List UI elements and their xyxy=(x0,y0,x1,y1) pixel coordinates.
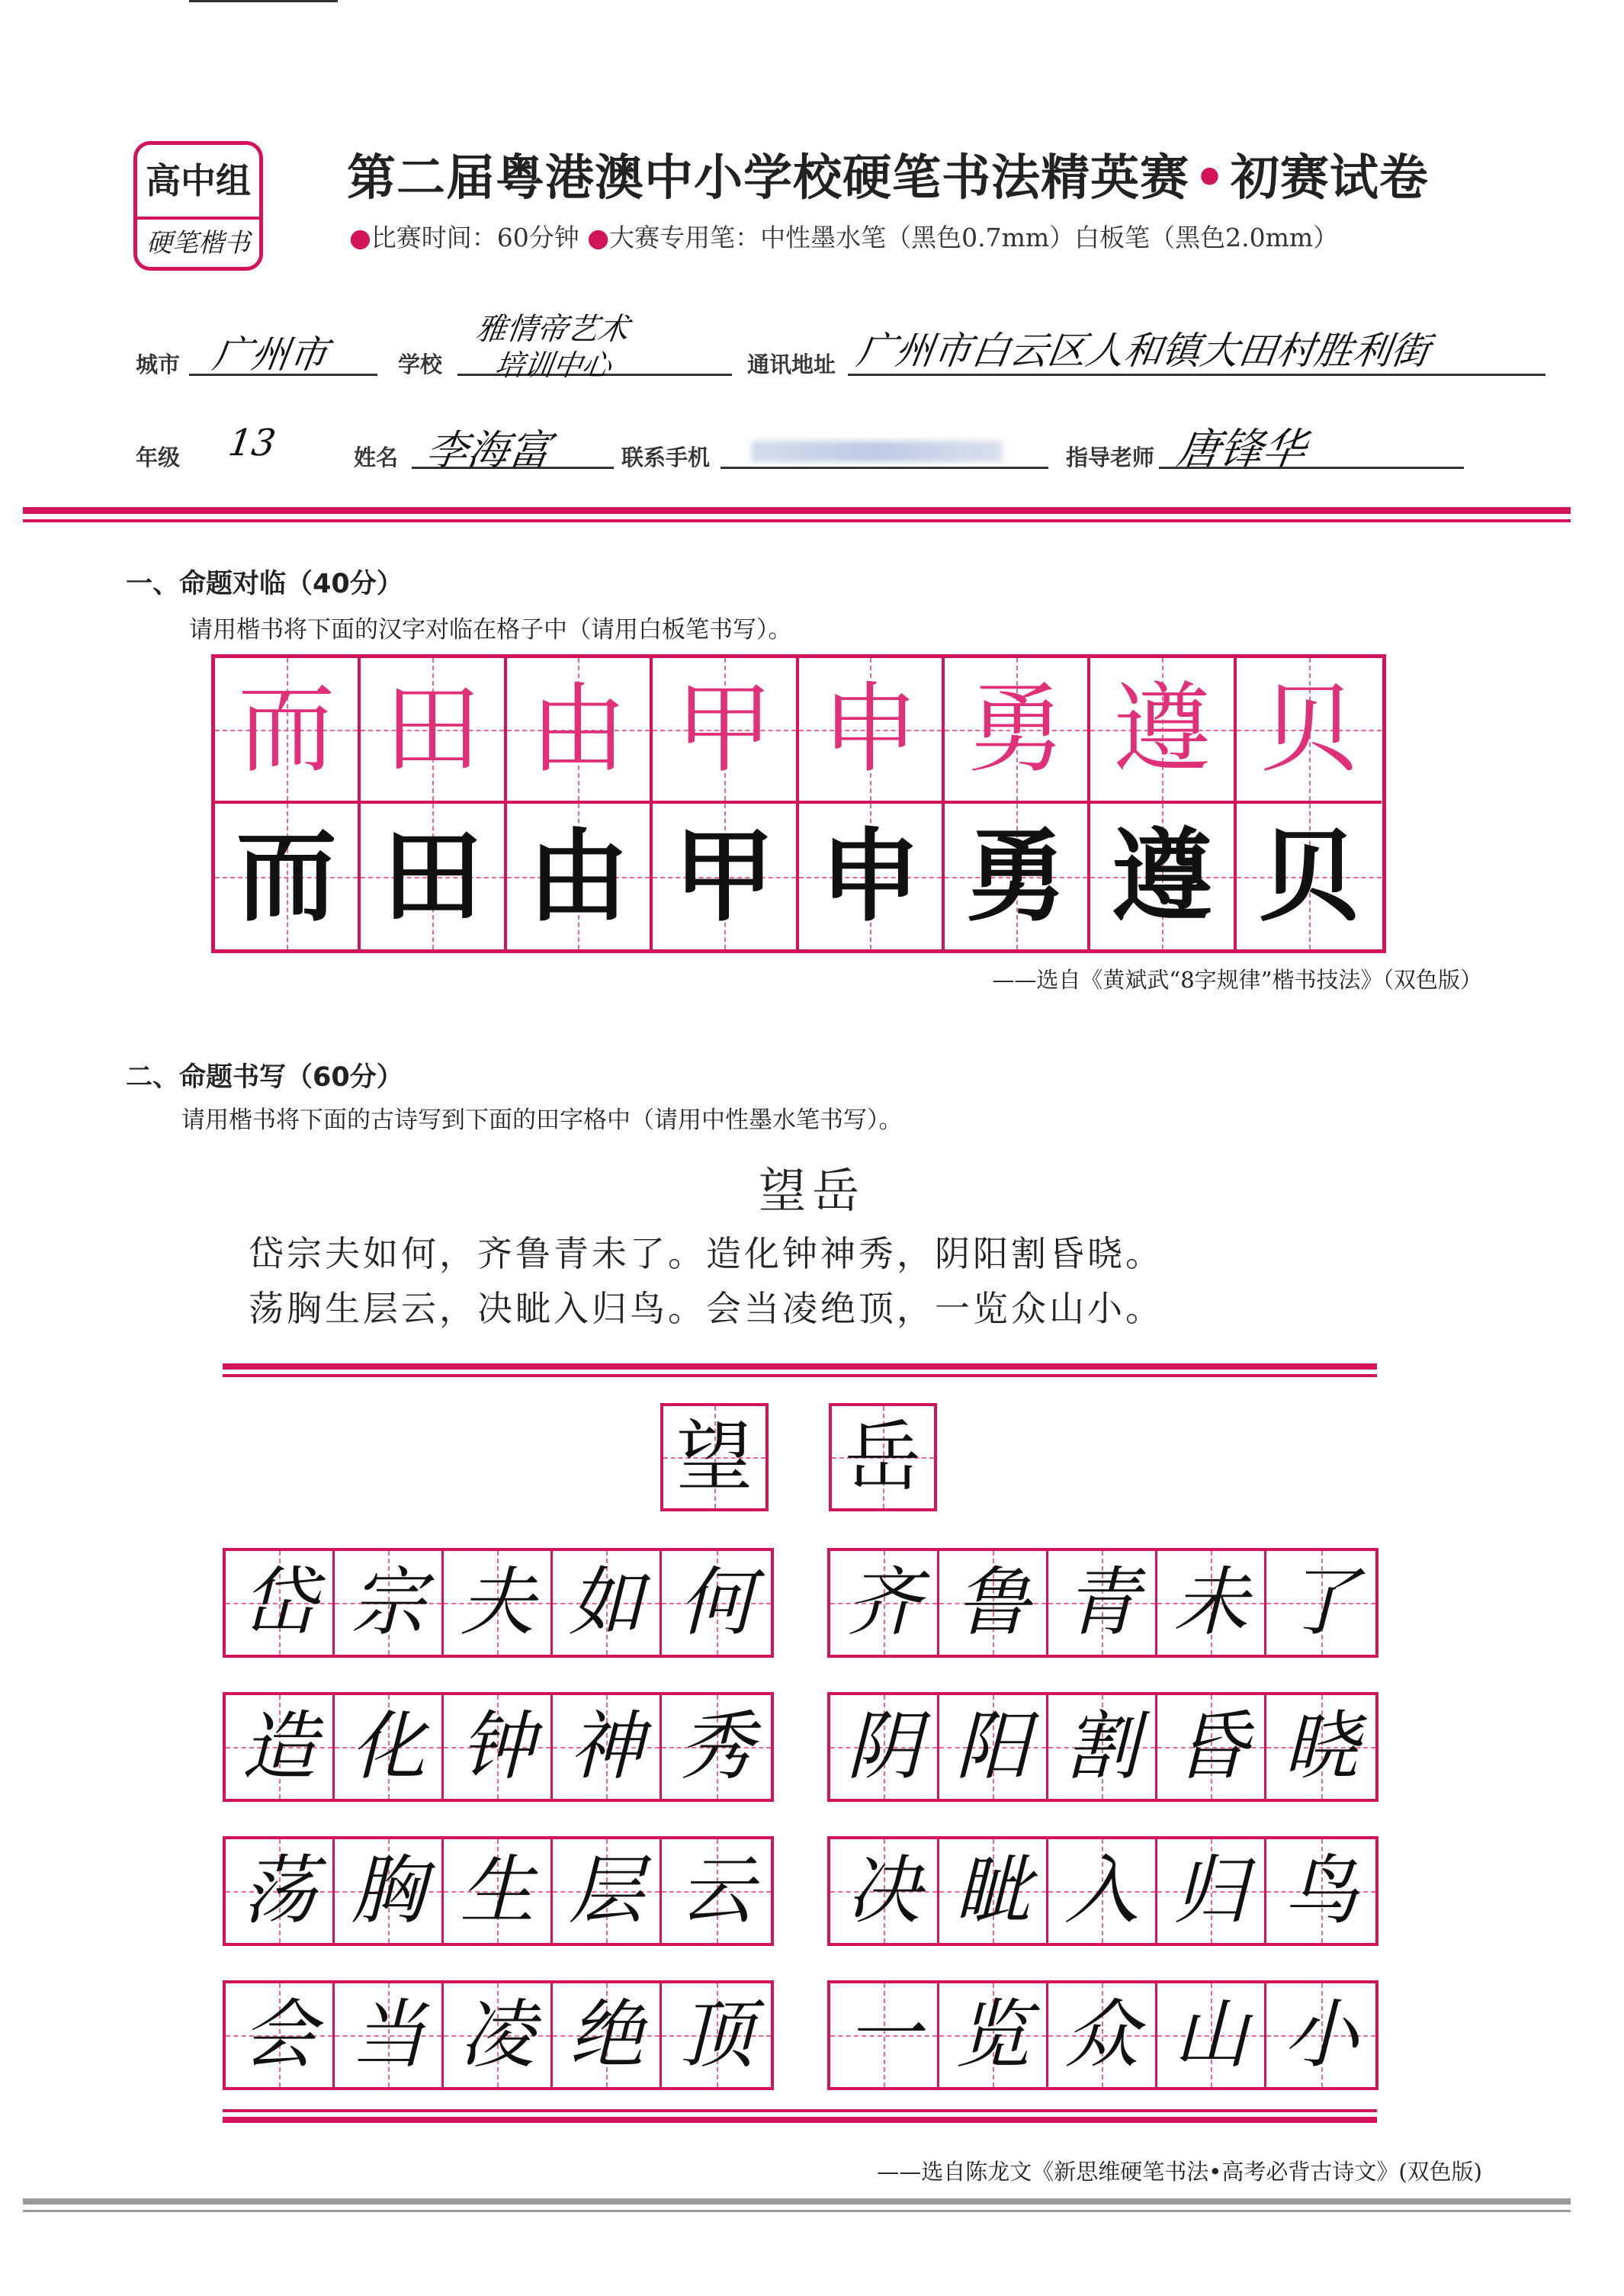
section1-source: ——选自《黄斌武“8字规律”楷书技法》（双色版） xyxy=(992,967,1482,993)
model-char: 勇 xyxy=(967,672,1065,786)
written-grid-cell xyxy=(553,1983,662,2087)
written-grid-cell xyxy=(662,1983,771,2087)
written-char: 如 xyxy=(568,1559,644,1646)
written-char: 一 xyxy=(846,1992,921,2079)
written-grid-cell xyxy=(444,1983,553,2087)
exam-title-suffix: 初赛试卷 xyxy=(1230,150,1429,207)
city-label: 城市 xyxy=(136,352,181,377)
header-divider-thin xyxy=(23,519,1571,522)
section1-desc: 请用楷书将下面的汉字对临在格子中（请用白板笔书写）。 xyxy=(189,616,792,644)
written-row-right xyxy=(827,1836,1378,1946)
written-grid-cell xyxy=(662,1551,771,1655)
written-char: 阴 xyxy=(846,1704,921,1790)
copied-char: 而 xyxy=(236,817,337,936)
written-row-left xyxy=(223,1548,774,1658)
written-char: 览 xyxy=(955,1992,1030,2079)
exam-title-main: 第二届粤港澳中小学校硬笔书法精英赛 xyxy=(347,150,1189,207)
grade-field[interactable]: 13 xyxy=(226,422,279,464)
written-char: 了 xyxy=(1283,1559,1359,1646)
copied-char: 由 xyxy=(528,817,629,936)
teacher-label: 指导老师 xyxy=(1066,445,1155,470)
copied-char: 甲 xyxy=(673,817,775,936)
title-dot: • xyxy=(1194,150,1226,207)
written-row-left xyxy=(223,1980,774,2090)
footer-divider-thin xyxy=(23,2210,1571,2212)
written-char: 入 xyxy=(1064,1848,1139,1935)
written-row-right xyxy=(827,1980,1378,2090)
written-title-box xyxy=(660,1403,769,1511)
school-field-line1[interactable]: 雅情帝艺术 xyxy=(473,312,631,347)
poem-line-1: 岱宗夫如何，齐鲁青未了。造化钟神秀，阴阳割昏晓。 xyxy=(249,1233,1163,1274)
written-grid-cell xyxy=(1048,1983,1157,2087)
written-char: 岱 xyxy=(241,1559,316,1646)
school-field-line2[interactable]: 培训中心 xyxy=(493,348,614,382)
model-grid-cell xyxy=(1237,658,1382,804)
written-row-right xyxy=(827,1548,1378,1658)
copied-char: 遵 xyxy=(1112,817,1213,936)
phone-field-line xyxy=(721,467,1048,469)
header-divider-thick xyxy=(23,507,1571,514)
written-grid-cell xyxy=(662,1839,771,1943)
model-grid-cell xyxy=(1090,658,1236,804)
city-field[interactable]: 广州市 xyxy=(210,332,331,377)
written-char: 钟 xyxy=(459,1704,534,1790)
poem-top-divider xyxy=(223,1363,1377,1377)
written-title-box xyxy=(829,1403,937,1511)
written-grid-cell xyxy=(830,1551,939,1655)
written-grid-cell xyxy=(553,1695,662,1799)
model-char: 田 xyxy=(384,672,482,786)
model-grid-cell xyxy=(361,658,506,804)
written-grid-cell xyxy=(226,1551,335,1655)
written-char: 归 xyxy=(1173,1848,1248,1935)
written-grid-cell xyxy=(553,1551,662,1655)
grade-field-line xyxy=(189,0,338,2)
poem-title: 望岳 xyxy=(758,1163,865,1219)
written-grid-cell xyxy=(1157,1839,1266,1943)
model-grid-cell xyxy=(653,658,798,804)
copy-grid-cell xyxy=(361,804,506,949)
written-grid-cell xyxy=(1157,1695,1266,1799)
written-char: 秀 xyxy=(679,1704,754,1790)
model-grid-cell xyxy=(945,658,1090,804)
written-char: 宗 xyxy=(350,1559,425,1646)
written-grid-cell xyxy=(1048,1551,1157,1655)
written-grid-cell xyxy=(1157,1551,1266,1655)
written-grid-cell xyxy=(1048,1695,1157,1799)
badge-style-label: 硬笔楷书 xyxy=(146,228,250,259)
school-label: 学校 xyxy=(398,352,443,377)
copy-grid-cell xyxy=(799,804,945,949)
written-grid-cell xyxy=(1048,1839,1157,1943)
name-label: 姓名 xyxy=(354,445,399,470)
written-char: 众 xyxy=(1064,1992,1139,2079)
written-char: 造 xyxy=(241,1704,316,1790)
written-grid-cell xyxy=(553,1839,662,1943)
copied-char: 贝 xyxy=(1258,817,1359,936)
written-char: 鸟 xyxy=(1283,1848,1359,1935)
model-grid-cell xyxy=(215,658,361,804)
model-char: 贝 xyxy=(1260,672,1358,786)
copy-grid-cell xyxy=(945,804,1090,949)
poem-line-2: 荡胸生层云，决眦入归鸟。会当凌绝顶，一览众山小。 xyxy=(249,1288,1163,1329)
written-char: 眦 xyxy=(955,1848,1030,1935)
section2-title: 二、命题书写（60分） xyxy=(126,1062,403,1093)
written-grid-cell xyxy=(226,1983,335,2087)
exam-info xyxy=(349,218,1338,254)
written-grid-cell xyxy=(1157,1983,1266,2087)
written-char: 晓 xyxy=(1283,1704,1359,1790)
written-char: 夫 xyxy=(459,1559,534,1646)
written-char: 阳 xyxy=(955,1704,1030,1790)
model-grid-cell xyxy=(799,658,945,804)
poem-bottom-divider xyxy=(223,2109,1377,2123)
written-grid-cell xyxy=(1266,1695,1375,1799)
written-grid-cell xyxy=(939,1551,1048,1655)
copy-grid-cell xyxy=(653,804,798,949)
written-char: 化 xyxy=(350,1704,425,1790)
written-grid-cell xyxy=(335,1839,444,1943)
model-grid-cell xyxy=(507,658,653,804)
written-char: 会 xyxy=(241,1992,316,2079)
written-char: 小 xyxy=(1283,1992,1359,2079)
exam-pen: 大赛专用笔：中性墨水笔（黑色0.7mm）白板笔（黑色2.0mm） xyxy=(609,223,1339,252)
written-char: 胸 xyxy=(350,1848,425,1935)
written-grid-cell xyxy=(1266,1983,1375,2087)
exam-time: 比赛时间：60分钟 xyxy=(371,223,579,252)
written-grid-cell xyxy=(1266,1551,1375,1655)
written-row-left xyxy=(223,1692,774,1802)
phone-label: 联系手机 xyxy=(621,445,711,470)
written-char: 决 xyxy=(846,1848,921,1935)
grade-label: 年级 xyxy=(136,445,181,470)
written-char: 未 xyxy=(1173,1559,1248,1646)
teacher-field[interactable]: 唐锋华 xyxy=(1173,425,1309,474)
written-row-left xyxy=(223,1836,774,1946)
written-grid-cell xyxy=(939,1839,1048,1943)
written-title-char: 望 xyxy=(676,1412,753,1501)
model-char: 由 xyxy=(529,672,627,786)
written-grid-cell xyxy=(1266,1839,1375,1943)
written-char: 绝 xyxy=(568,1992,644,2079)
written-grid-cell xyxy=(444,1551,553,1655)
copied-char: 田 xyxy=(382,817,483,936)
copy-grid-cell xyxy=(507,804,653,949)
written-grid-cell xyxy=(830,1695,939,1799)
written-char: 生 xyxy=(459,1848,534,1935)
written-char: 凌 xyxy=(459,1992,534,2079)
written-grid-cell xyxy=(226,1695,335,1799)
bullet-icon: ● xyxy=(349,223,371,252)
written-grid-cell xyxy=(830,1839,939,1943)
model-char: 遵 xyxy=(1113,672,1212,786)
footer-divider-thick xyxy=(23,2198,1571,2204)
written-grid-cell xyxy=(335,1695,444,1799)
address-field[interactable]: 广州市白云区人和镇大田村胜利街 xyxy=(854,329,1433,373)
written-char: 山 xyxy=(1173,1992,1248,2079)
copy-grid-cell xyxy=(1237,804,1382,949)
written-char: 当 xyxy=(350,1992,425,2079)
model-char: 而 xyxy=(237,672,335,786)
written-char: 荡 xyxy=(241,1848,316,1935)
bullet-icon: ● xyxy=(587,223,610,252)
copy-grid-cell xyxy=(215,804,361,949)
written-grid-cell xyxy=(830,1983,939,2087)
section2-desc: 请用楷书将下面的古诗写到下面的田字格中（请用中性墨水笔书写）。 xyxy=(181,1106,903,1134)
phone-redacted-blur xyxy=(751,441,1003,462)
written-grid-cell xyxy=(444,1695,553,1799)
written-char: 青 xyxy=(1064,1559,1139,1646)
written-char: 鲁 xyxy=(955,1559,1030,1646)
written-grid-cell xyxy=(662,1695,771,1799)
name-field[interactable]: 李海富 xyxy=(423,426,554,474)
category-badge xyxy=(133,141,263,271)
copied-char: 申 xyxy=(820,817,921,936)
written-char: 昏 xyxy=(1173,1704,1248,1790)
written-char: 神 xyxy=(568,1704,644,1790)
section2-source: ——选自陈龙文《新思维硬笔书法•高考必背古诗文》(双色版) xyxy=(877,2159,1482,2185)
written-grid-cell xyxy=(939,1695,1048,1799)
written-grid-cell xyxy=(226,1839,335,1943)
written-grid-cell xyxy=(939,1983,1048,2087)
written-row-right xyxy=(827,1692,1378,1802)
model-char: 甲 xyxy=(675,672,773,786)
written-char: 层 xyxy=(568,1848,644,1935)
written-grid-cell xyxy=(335,1551,444,1655)
written-grid-cell xyxy=(335,1983,444,2087)
address-label: 通讯地址 xyxy=(747,352,836,377)
copied-char: 勇 xyxy=(965,817,1067,936)
section1-title: 一、命题对临（40分） xyxy=(126,569,403,599)
written-char: 顶 xyxy=(679,1992,754,2079)
written-title-char: 岳 xyxy=(845,1412,921,1501)
model-char: 申 xyxy=(821,672,920,786)
written-char: 何 xyxy=(679,1559,754,1646)
copy-grid xyxy=(211,654,1386,953)
written-grid-cell xyxy=(444,1839,553,1943)
written-char: 割 xyxy=(1064,1704,1139,1790)
written-char: 齐 xyxy=(846,1559,921,1646)
exam-title xyxy=(347,139,1429,209)
written-char: 云 xyxy=(679,1848,754,1935)
copy-grid-cell xyxy=(1090,804,1236,949)
badge-group-label: 高中组 xyxy=(146,160,251,201)
